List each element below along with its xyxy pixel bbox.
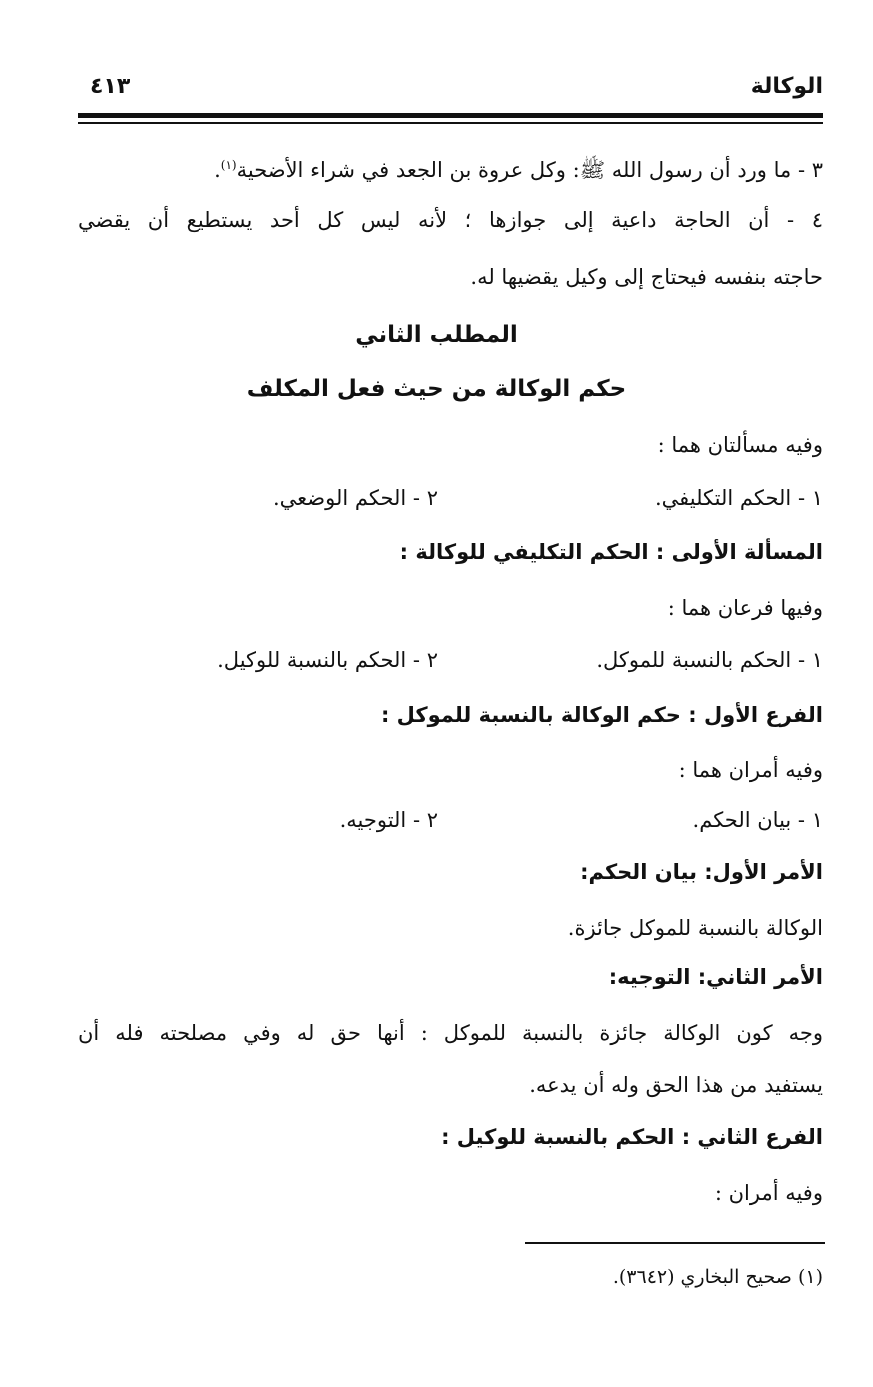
paragraph-4-line-2: حاجته بنفسه فيحتاج إلى وكيل يقضيها له. xyxy=(470,265,823,289)
list-1-item-1: ١ - الحكم التكليفي. xyxy=(654,486,823,510)
matter-1-heading: الأمر الأول: بيان الحكم: xyxy=(580,860,823,884)
footnote-1: (١) صحيح البخاري (٣٦٤٢). xyxy=(612,1266,823,1288)
list-3-item-1: ١ - بيان الحكم. xyxy=(692,808,823,832)
paragraph-3: ٣ - ما ورد أن رسول الله ﷺ: وكل عروة بن الجعد في شراء الأضحية$^{(١)}$. xyxy=(214,158,823,182)
page-header xyxy=(78,70,823,110)
branch-1-heading: الفرع الأول : حكم الوكالة بالنسبة للموكل : xyxy=(380,703,823,727)
list-3-item-2: ٢ - التوجيه. xyxy=(339,808,438,832)
intro-3: وفيه أمران هما : xyxy=(678,758,823,782)
matter-1-text: الوكالة بالنسبة للموكل جائزة. xyxy=(567,916,823,940)
branch-2-heading: الفرع الثاني : الحكم بالنسبة للوكيل : xyxy=(441,1125,823,1149)
list-1-item-2: ٢ - الحكم الوضعي. xyxy=(273,486,438,510)
page-number: ٤١٣ xyxy=(90,74,131,99)
intro-1: وفيه مسألتان هما : xyxy=(657,433,823,457)
running-title: الوكالة xyxy=(750,74,823,99)
intro-2: وفيها فرعان هما : xyxy=(667,596,823,620)
section-subheading: حكم الوكالة من حيث فعل المكلف xyxy=(246,376,627,402)
footnote-separator xyxy=(525,1242,825,1244)
matter-2-line-1: وجه كون الوكالة جائزة بالنسبة للموكل : أنها حق له وفي مصلحته فله أن xyxy=(78,1021,823,1045)
list-2-item-2: ٢ - الحكم بالنسبة للوكيل. xyxy=(217,648,438,672)
header-rule-thin xyxy=(78,122,823,124)
matter-2-heading: الأمر الثاني: التوجيه: xyxy=(608,965,823,989)
question-1-heading: المسألة الأولى : الحكم التكليفي للوكالة : xyxy=(399,540,823,564)
matter-2-line-2: يستفيد من هذا الحق وله أن يدعه. xyxy=(529,1073,823,1097)
paragraph-4-line-1: ٤ - أن الحاجة داعية إلى جوازها ؛ لأنه ليس كل أحد يستطيع أن يقضي xyxy=(78,208,823,232)
footnote-ref[interactable]: (١) xyxy=(220,158,237,172)
intro-4: وفيه أمران : xyxy=(714,1181,823,1205)
list-2-item-1: ١ - الحكم بالنسبة للموكل. xyxy=(596,648,823,672)
header-rule-thick xyxy=(78,113,823,118)
section-heading: المطلب الثاني xyxy=(355,322,518,348)
